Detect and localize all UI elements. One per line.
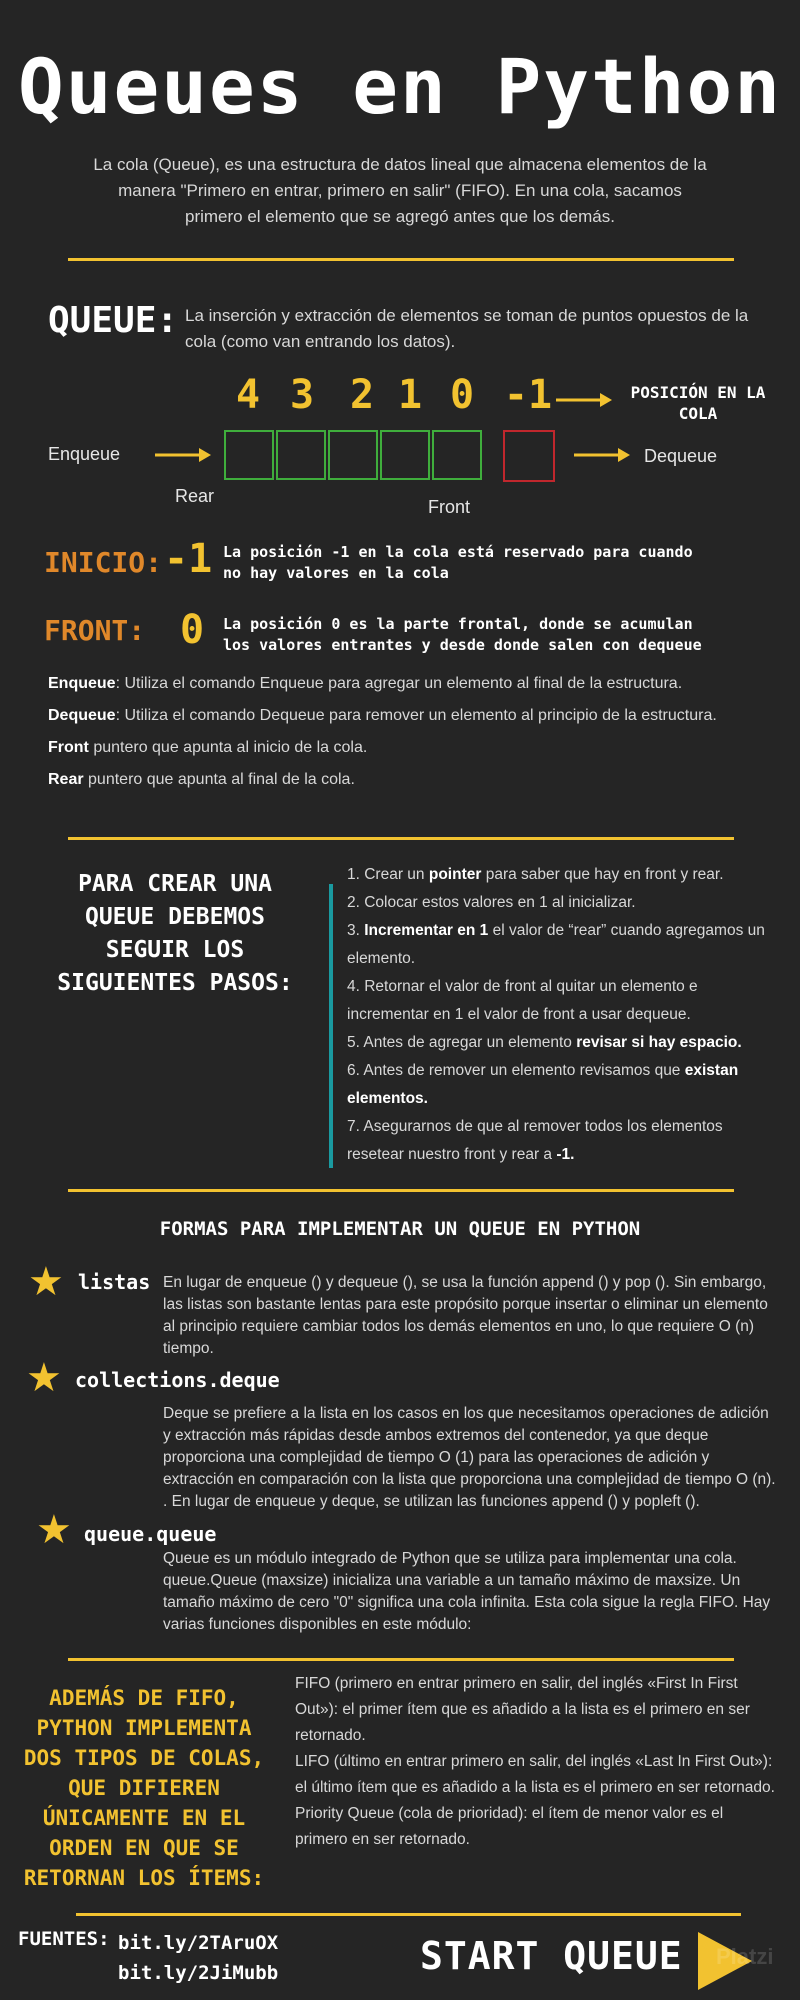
step-item: 5. Antes de agregar un elemento revisar si hay espacio. (347, 1034, 742, 1051)
front-label: Front (428, 497, 471, 517)
divider (68, 837, 734, 840)
impl-desc-listas: En lugar de enqueue () y dequeue (), se usa la función append () y pop (). Sin embargo, las listas son bastante lentas para este propósito porque insertar o eliminar un elemento al principio requiere cambiar todos los demás elementos en uno, lo que requiere O (n) tiempo. (163, 1274, 768, 1357)
steps-heading: PARA CREAR UNA QUEUE DEBEMOS SEGUIR LOS SIGUIENTES PASOS: (57, 871, 293, 996)
intro-text: La cola (Queue), es una estructura de datos lineal que almacena elementos de la manera "Primero en entrar, primero en salir" (FIFO). En una cola, sacamos primero el elemento que se agregó antes que los demás. (93, 155, 707, 226)
brand-watermark: Platzi (716, 1944, 774, 1969)
fifo-list (295, 1671, 775, 1853)
steps-accent-bar (329, 884, 333, 1168)
impl-desc-deque: Deque se prefiere a la lista en los casos en los que necesitamos operaciones de adición y extracción más rápidas desde ambos extremos del contenedor, ya que deque proporciona una complejidad de tiempo O (1) para las operaciones de adición y extracción en comparación con la lista que proporciona una complejidad de tiempo O (n). . En lugar de enqueue y deque, se utilizan las funciones append () y popleft (). (163, 1405, 776, 1510)
fifo-item: FIFO (primero en entrar primero en salir, del inglés «First In First Out»): el primer ítem que es añadido a la lista es el primero en ser retornado. (295, 1675, 750, 1744)
position-number: 2 (349, 372, 375, 418)
position-number: -1 (503, 372, 553, 418)
enqueue-label: Enqueue (48, 444, 121, 464)
divider (76, 1913, 741, 1916)
position-arrow-icon (556, 390, 612, 410)
dequeue-label: Dequeue (644, 446, 718, 466)
sources-label: FUENTES: (18, 1928, 110, 1950)
glossary-item: Front puntero que apunta al inicio de la cola. (48, 739, 368, 756)
step-item: 3. Incrementar en 1 el valor de “rear” cuando agregamos un elemento. (347, 922, 765, 967)
queue-cell (328, 430, 378, 480)
glossary (48, 668, 778, 796)
start-queue-title: START QUEUE (420, 1934, 683, 1978)
queue-label: QUEUE: (48, 300, 179, 341)
divider (68, 1658, 734, 1661)
enqueue-arrow-icon (155, 445, 211, 465)
queue-cell (432, 430, 482, 480)
position-number: 1 (397, 372, 423, 418)
glossary-item: Enqueue: Utiliza el comando Enqueue para agregar un elemento al final de la estructura. (48, 675, 683, 692)
front-def-text: La posición 0 es la parte frontal, donde se acumulan los valores entrantes y desde donde salen con dequeue (223, 615, 702, 654)
divider (68, 1189, 734, 1192)
queue-description: La inserción y extracción de elementos se toman de puntos opuestos de la cola (como van entrando los datos). (185, 306, 749, 351)
step-item: 6. Antes de remover un elemento revisamos que existan elementos. (347, 1062, 739, 1107)
star-icon: ★ (36, 1508, 72, 1552)
position-label: POSICIÓN EN LA COLA (630, 383, 766, 423)
implementations-heading: FORMAS PARA IMPLEMENTAR UN QUEUE EN PYTHON (159, 1218, 641, 1240)
queue-cell (276, 430, 326, 480)
position-number: 0 (449, 372, 475, 418)
queue-cell (380, 430, 430, 480)
page-title: Queues en Python (17, 42, 783, 131)
star-icon: ★ (26, 1356, 62, 1400)
queue-cell (224, 430, 274, 480)
rear-label: Rear (175, 486, 215, 506)
step-item: 4. Retornar el valor de front al quitar un elemento e incrementar en 1 el valor de front a usar dequeue. (347, 978, 698, 1023)
step-item: 2. Colocar estos valores en 1 al inicializar. (347, 894, 636, 911)
source-link[interactable]: bit.ly/2TAruOX (118, 1932, 279, 1954)
reserved-cell (503, 430, 555, 482)
fifo-item: Priority Queue (cola de prioridad): el ítem de menor valor es el primero en ser retornado. (295, 1805, 724, 1848)
front-def-label: FRONT: (44, 614, 146, 647)
star-icon: ★ (28, 1260, 64, 1304)
steps-list (347, 861, 772, 1169)
fifo-heading: ADEMÁS DE FIFO, PYTHON IMPLEMENTA DOS TIPOS DE COLAS, QUE DIFIEREN ÚNICAMENTE EN EL ORDEN EN QUE SE RETORNAN LOS ÍTEMS: (23, 1686, 265, 1890)
impl-name-queue: queue.queue (84, 1522, 217, 1546)
impl-desc-queue: Queue es un módulo integrado de Python que se utiliza para implementar una cola. queue.Queue (maxsize) inicializa una variable a un tamaño máximo de maxsize. Un tamaño máximo de cero "0" significa una cola infinita. Esta cola sigue la regla FIFO. Hay varias funciones disponibles en este módulo: (163, 1550, 771, 1633)
divider (68, 258, 734, 261)
step-item: 1. Crear un pointer para saber que hay en front y rear. (347, 866, 724, 883)
glossary-item: Rear puntero que apunta al final de la cola. (48, 771, 355, 788)
front-def-value: 0 (180, 607, 205, 653)
inicio-text: La posición -1 en la cola está reservado para cuando no hay valores en la cola (223, 543, 693, 582)
inicio-label: INICIO: (44, 546, 163, 579)
glossary-item: Dequeue: Utiliza el comando Dequeue para remover un elemento al principio de la estructura. (48, 707, 717, 724)
fifo-item: LIFO (último en entrar primero en salir, del inglés «Last In First Out»): el último ítem que es añadido a la lista es el primero en ser retornado. (295, 1753, 775, 1796)
impl-name-deque: collections.deque (75, 1368, 280, 1392)
step-item: 7. Asegurarnos de que al remover todos los elementos resetear nuestro front y rear a -1. (347, 1118, 723, 1163)
position-number: 4 (235, 372, 261, 418)
inicio-value: -1 (164, 536, 213, 582)
source-link[interactable]: bit.ly/2JiMubb (118, 1962, 279, 1984)
position-number: 3 (289, 372, 315, 418)
impl-name-listas: listas (78, 1270, 151, 1294)
dequeue-arrow-icon (574, 445, 630, 465)
